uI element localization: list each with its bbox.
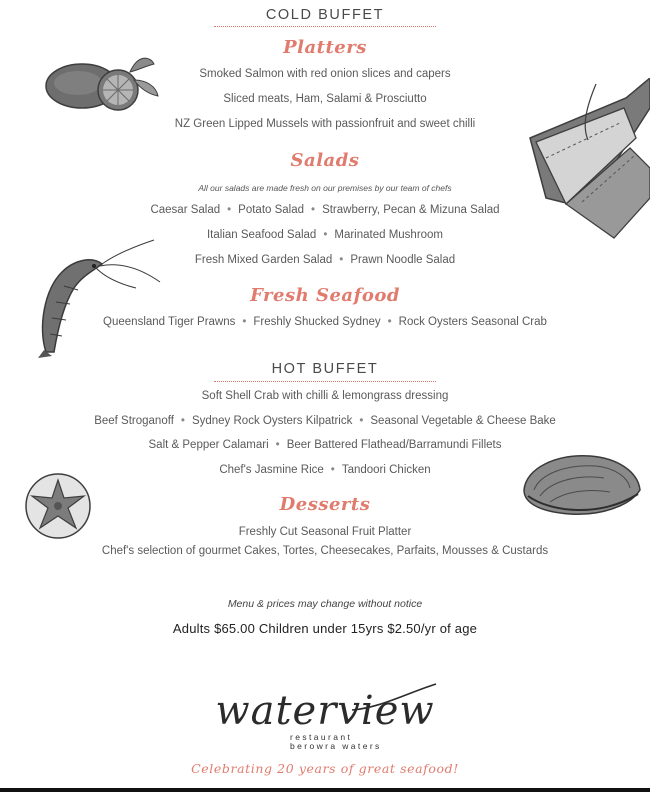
- bullet-separator: •: [330, 464, 335, 476]
- bullet-separator: •: [311, 204, 316, 216]
- cold-buffet-heading: COLD BUFFET: [265, 7, 385, 23]
- fresh-seafood-title: Fresh Seafood: [250, 285, 400, 306]
- bullet-separator: •: [180, 415, 185, 427]
- menu-item: Rock Oysters Seasonal Crab: [398, 316, 547, 328]
- hot-buffet-heading: HOT BUFFET: [271, 361, 379, 377]
- napkin-icon: [526, 78, 650, 240]
- menu-item: Beer Battered Flathead/Barramundi Fillets: [286, 439, 502, 451]
- logo-subtitle: restaurant: [290, 732, 353, 742]
- salads-note: All our salads are made fresh on our premises by our team of chefs: [198, 183, 452, 193]
- menu-item: Chef's Jasmine Rice: [219, 464, 324, 476]
- desserts-title: Desserts: [279, 494, 371, 515]
- platters-item: Sliced meats, Ham, Salami & Prosciutto: [223, 93, 427, 105]
- menu-item: Tandoori Chicken: [341, 464, 431, 476]
- logo-swash-icon: [350, 678, 440, 718]
- lemon-icon: [42, 50, 162, 116]
- tomato-icon: [24, 470, 96, 542]
- bullet-separator: •: [339, 254, 344, 266]
- desserts-item: Chef's selection of gourmet Cakes, Tortes, Cheesecakes, Parfaits, Mousses & Custards: [101, 545, 549, 557]
- bullet-separator: •: [242, 316, 247, 328]
- menu-item: Freshly Shucked Sydney: [253, 316, 381, 328]
- desserts-item: Freshly Cut Seasonal Fruit Platter: [238, 526, 412, 538]
- bullet-separator: •: [227, 204, 232, 216]
- waterview-logo: waterview: [215, 688, 435, 734]
- menu-item: Seasonal Vegetable & Cheese Bake: [370, 415, 556, 427]
- menu-item: Prawn Noodle Salad: [350, 254, 456, 266]
- menu-item: Potato Salad: [238, 204, 305, 216]
- platters-item: NZ Green Lipped Mussels with passionfruit and sweet chilli: [174, 118, 476, 130]
- menu-item: Marinated Mushroom: [334, 229, 444, 241]
- bullet-separator: •: [275, 439, 280, 451]
- menu-item: Caesar Salad: [150, 204, 221, 216]
- price-change-notice: Menu & prices may change without notice: [227, 598, 423, 610]
- platters-title: Platters: [283, 37, 367, 58]
- prawn-icon: [36, 238, 166, 360]
- bottom-border: [0, 788, 650, 792]
- menu-item: Soft Shell Crab with chilli & lemongrass dressing: [201, 390, 449, 402]
- logo-subtitle: berowra waters: [290, 741, 382, 751]
- bullet-separator: •: [387, 316, 392, 328]
- menu-item: Sydney Rock Oysters Kilpatrick: [191, 415, 353, 427]
- platters-item: Smoked Salmon with red onion slices and capers: [199, 68, 451, 80]
- menu-item: Salt & Pepper Calamari: [148, 439, 269, 451]
- cold-buffet-rule: [214, 26, 436, 27]
- menu-item: Strawberry, Pecan & Mizuna Salad: [322, 204, 500, 216]
- menu-item: Queensland Tiger Prawns: [103, 316, 236, 328]
- hot-buffet-rule: [214, 381, 436, 382]
- bullet-separator: •: [323, 229, 328, 241]
- pricing-line: Adults $65.00 Children under 15yrs $2.50/yr of age: [172, 621, 478, 636]
- menu-item: Italian Seafood Salad: [206, 229, 317, 241]
- hot-buffet-row: [0, 390, 650, 402]
- salads-title: Salads: [290, 150, 360, 171]
- hot-buffet-row: [0, 415, 650, 427]
- tagline: Celebrating 20 years of great seafood!: [191, 761, 459, 776]
- bullet-separator: •: [359, 415, 364, 427]
- menu-item: Beef Stroganoff: [94, 415, 174, 427]
- mussel-icon: [520, 450, 644, 522]
- menu-item: Fresh Mixed Garden Salad: [194, 254, 333, 266]
